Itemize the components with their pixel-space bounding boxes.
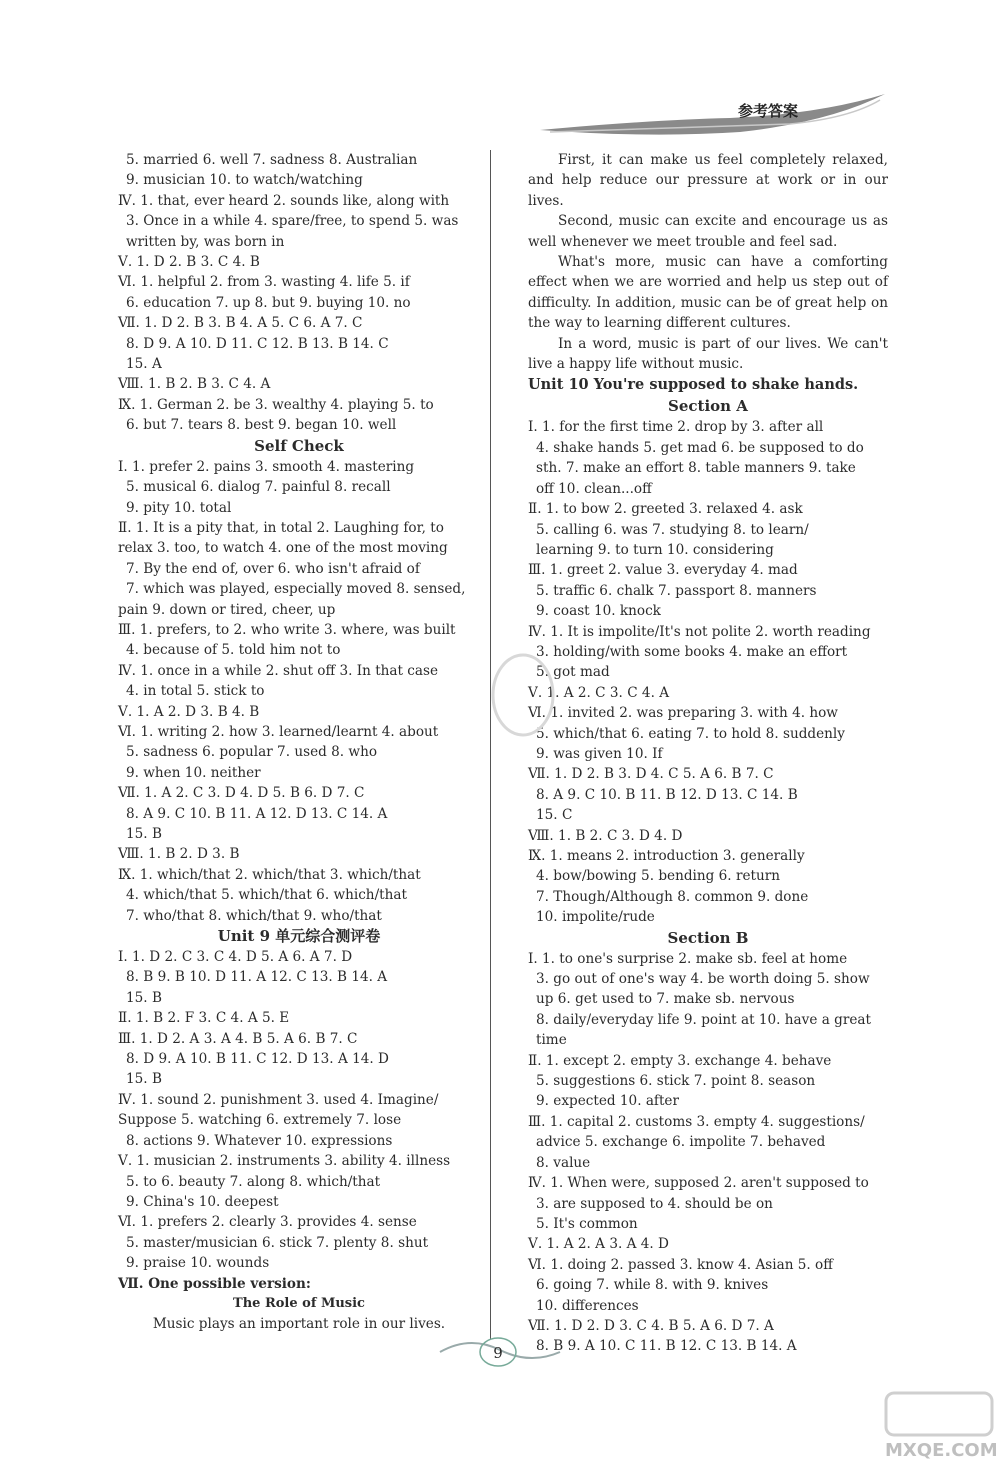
answer-line: 5. musical 6. dialog 7. painful 8. recall [126,479,391,496]
section-heading: Unit 10 You're supposed to shake hands. [528,376,859,394]
header-title: 参考答案 [738,102,799,120]
answer-line: 9. when 10. neither [126,764,261,781]
answer-line: 5. master/musician 6. stick 7. plenty 8. shut [126,1234,429,1251]
answer-line: Ⅶ. 1. A 2. C 3. D 4. D 5. B 6. D 7. C [118,785,365,802]
answer-line: 3. go out of one's way 4. be worth doing 5. show [536,971,870,988]
answer-line: 5. which/that 6. eating 7. to hold 8. suddenly [536,725,845,742]
answer-line: Ⅵ. 1. prefers 2. clearly 3. provides 4. sense [118,1214,417,1231]
answer-line: learning 9. to turn 10. considering [536,541,774,558]
answer-line: Ⅷ. 1. B 2. B 3. C 4. A [118,376,271,393]
answer-line: 15. B [126,1071,162,1088]
answer-line: Ⅳ. 1. sound 2. punishment 3. used 4. Imagine/ [118,1091,439,1108]
left-answer-column [118,150,480,1335]
right-answer-column [528,150,888,1357]
answer-line: Ⅸ. 1. German 2. be 3. wealthy 4. playing 5. to [118,396,434,413]
answer-line: 7. Though/Although 8. common 9. done [536,888,809,905]
answer-line: 4. shake hands 5. get mad 6. be supposed to do [536,439,864,456]
answer-line: Ⅵ. 1. helpful 2. from 3. wasting 4. life 5. if [118,274,410,291]
answer-line: Ⅱ. 1. except 2. empty 3. exchange 4. behave [528,1052,832,1069]
answer-line: 5. calling 6. was 7. studying 8. to learn/ [536,521,809,538]
answer-line: 6. but 7. tears 8. best 9. began 10. well [126,417,397,434]
answer-line: 5. It's common [536,1215,638,1232]
answer-line: 7. who/that 8. which/that 9. who/that [126,907,382,924]
answer-line: Ⅶ. One possible version: [118,1275,311,1292]
answer-line: Ⅸ. 1. means 2. introduction 3. generally [528,848,805,864]
answer-line: 5. got mad [536,664,610,681]
answer-line: 4. because of 5. told him not to [126,642,341,659]
answer-line: Ⅷ. 1. B 2. C 3. D 4. D [528,827,683,844]
answer-line: 8. actions 9. Whatever 10. expressions [126,1132,393,1149]
answer-line: Ⅳ. 1. It is impolite/It's not polite 2. worth reading [528,623,871,640]
answer-line: Ⅴ. 1. A 2. A 3. A 4. D [528,1236,669,1253]
answer-line: Ⅴ. 1. A 2. D 3. B 4. B [118,703,260,720]
answer-line: 4. bow/bowing 5. bending 6. return [536,868,780,885]
answer-line: 7. which was played, especially moved 8. sensed, [126,581,466,598]
watermark-text: MXQE.COM [885,1440,998,1461]
answer-line: 9. pity 10. total [126,499,232,516]
answer-line: Ⅲ. 1. capital 2. customs 3. empty 4. suggestions/ [528,1113,865,1130]
answer-line: 5. traffic 6. chalk 7. passport 8. manners [536,582,817,599]
page-number: 9 [493,1344,503,1362]
answer-line: relax 3. too, to watch 4. one of the most moving [118,540,448,557]
answer-line: 15. A [126,356,162,373]
answer-line: Ⅸ. 1. which/that 2. which/that 3. which/that [118,866,421,883]
answer-line: 8. B 9. A 10. C 11. B 12. C 13. B 14. A [536,1338,797,1355]
publisher-stamp [488,650,558,740]
answer-line: 3. are supposed to 4. should be on [536,1195,773,1212]
answer-line: 9. China's 10. deepest [126,1193,279,1210]
answer-line: Ⅰ. 1. for the first time 2. drop by 3. after all [528,419,824,436]
answer-line: Ⅰ. 1. D 2. C 3. C 4. D 5. A 6. A 7. D [118,949,353,966]
answer-line: Ⅵ. 1. doing 2. passed 3. know 4. Asian 5. off [528,1256,833,1273]
answer-line: Ⅰ. 1. to one's surprise 2. make sb. feel at home [528,950,848,967]
answer-line: Suppose 5. watching 6. extremely 7. lose [118,1112,402,1129]
answer-line: written by, was born in [126,233,285,250]
answer-line: Ⅳ. 1. that, ever heard 2. sounds like, along with [118,192,450,209]
answer-line: 3. Once in a while 4. spare/free, to spend 5. was [126,213,459,230]
answer-line: 8. daily/everyday life 9. point at 10. have a great [536,1011,871,1028]
answer-line: Ⅱ. 1. B 2. F 3. C 4. A 5. E [118,1010,290,1027]
answer-line: Ⅶ. 1. D 2. B 3. B 4. A 5. C 6. A 7. C [118,315,363,332]
answer-line: Ⅷ. 1. B 2. D 3. B [118,846,240,863]
answer-line: Second, music can excite and encourage us as well whenever we meet trouble and feel sad. [528,213,888,250]
answer-line: Ⅶ. 1. D 2. B 3. D 4. C 5. A 6. B 7. C [528,766,774,783]
answer-line: Ⅲ. 1. prefers, to 2. who write 3. where, was built [118,621,456,638]
answer-line: 5. to 6. beauty 7. along 8. which/that [126,1173,381,1190]
answer-line: 7. By the end of, over 6. who isn't afraid of [126,560,420,577]
answer-line: 8. D 9. A 10. D 11. C 12. B 13. B 14. C [126,335,389,352]
answer-line: Ⅰ. 1. prefer 2. pains 3. smooth 4. mastering [118,458,415,475]
answer-line: 5. married 6. well 7. sadness 8. Australian [126,152,418,168]
answer-line: 10. differences [536,1297,639,1314]
answer-line: 8. value [536,1154,591,1171]
answer-line: Ⅲ. 1. D 2. A 3. A 4. B 5. A 6. B 7. C [118,1030,358,1047]
answer-line: Ⅶ. 1. D 2. D 3. C 4. B 5. A 6. D 7. A [528,1317,774,1334]
answer-line: Ⅱ. 1. to bow 2. greeted 3. relaxed 4. ask [528,501,803,518]
answer-line: pain 9. down or tired, cheer, up [118,601,336,618]
answer-line: 8. D 9. A 10. B 11. C 12. D 13. A 14. D [126,1051,389,1068]
answer-line: 9. was given 10. If [536,745,663,762]
answer-line: 9. coast 10. knock [536,603,661,620]
answer-line: Ⅲ. 1. greet 2. value 3. everyday 4. mad [528,562,798,579]
answer-line: 5. sadness 6. popular 7. used 8. who [126,744,378,761]
answer-line: 8. B 9. B 10. D 11. A 12. C 13. B 14. A [126,969,388,986]
answer-line: advice 5. exchange 6. impolite 7. behaved [536,1134,826,1151]
answer-line: Ⅱ. 1. It is a pity that, in total 2. Laughing for, to [118,519,444,536]
answer-line: Ⅵ. 1. invited 2. was preparing 3. with 4. how [528,705,838,722]
answer-line: First, it can make us feel completely relaxed, and help reduce our pressure at work or in our lives. [528,152,888,209]
answer-line: 15. C [536,807,573,824]
answer-line: Ⅵ. 1. writing 2. how 3. learned/learnt 4. about [118,723,439,740]
section-heading: Self Check [254,436,344,455]
answer-line: In a word, music is part of our lives. We can't live a happy life without music. [528,335,888,373]
section-heading: Unit 9 单元综合测评卷 [217,927,381,946]
answer-line: 5. suggestions 6. stick 7. point 8. season [536,1073,816,1090]
answer-line: Ⅴ. 1. A 2. C 3. C 4. A [528,684,670,701]
answer-line: time [536,1032,567,1049]
answer-line: Ⅴ. 1. musician 2. instruments 3. ability 4. illness [118,1153,451,1170]
answer-line: 15. B [126,989,162,1006]
answer-line: up 6. get used to 7. make sb. nervous [536,991,795,1008]
answer-line: 8. A 9. C 10. B 11. B 12. D 13. C 14. B [536,786,798,803]
answer-line: Ⅳ. 1. When were, supposed 2. aren't supposed to [528,1175,869,1192]
answer-line: 4. which/that 5. which/that 6. which/that [126,887,407,904]
answer-line: 6. education 7. up 8. but 9. buying 10. no [126,294,411,311]
section-heading: Section B [667,928,749,947]
answer-line: 15. B [126,826,162,842]
answer-line: 9. expected 10. after [536,1093,679,1110]
answer-line: off 10. clean...off [536,480,652,497]
answer-line: sth. 7. make an effort 8. table manners 9. take [536,460,856,477]
column-divider [490,150,491,1340]
answer-line: Ⅳ. 1. once in a while 2. shut off 3. In that case [118,662,439,679]
answer-line: Ⅴ. 1. D 2. B 3. C 4. B [118,254,260,271]
answer-line: What's more, music can have a comforting effect when we are worried and help us step out of difficulty. In addition, music can be of great help on the way to learning different cultures. [528,254,888,332]
answer-line: 6. going 7. while 8. with 9. knives [536,1277,769,1294]
answer-line: 4. in total 5. stick to [126,683,265,700]
section-heading: Section A [668,397,748,416]
answer-line: 9. praise 10. wounds [126,1255,270,1272]
answer-line: 3. holding/with some books 4. make an effort [536,643,848,660]
answer-line: 10. impolite/rude [536,909,655,926]
header-banner [530,92,890,142]
answer-line: Music plays an important role in our lives. [152,1316,446,1333]
answer-line: The Role of Music [233,1295,365,1311]
answer-line: 8. A 9. C 10. B 11. A 12. D 13. C 14. A [126,805,388,822]
answer-line: 9. musician 10. to watch/watching [126,172,363,189]
